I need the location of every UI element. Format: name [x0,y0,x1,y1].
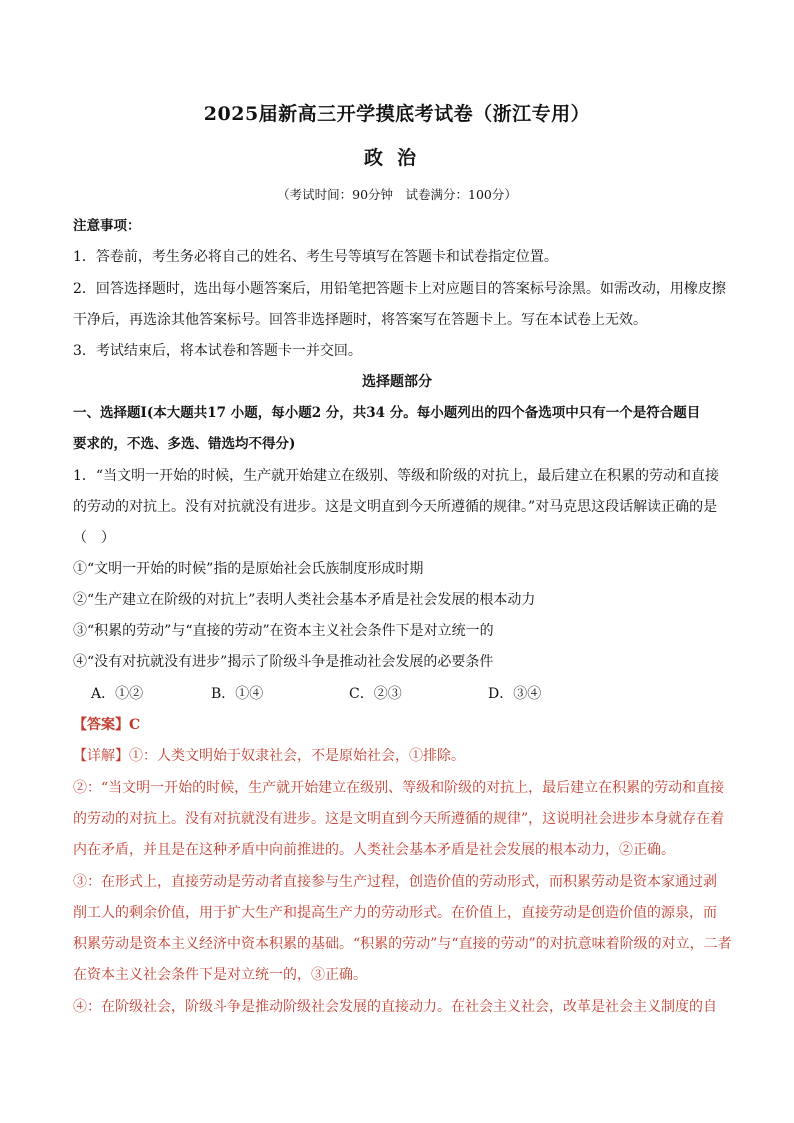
question-1-stem-line-2: 的劳动的对抗上。没有对抗就没有进步。这是文明直到今天所遵循的规律。”对马克思这段话解读正确的是 [73,499,718,515]
question-1-blank: （ ） [73,530,115,546]
part-instructions-line-1: 一、选择题Ⅰ(本大题共17 小题，每小题2 分，共34 分。每小题列出的四个备选项中只有一个是符合题目 [73,405,701,421]
note-item-1: 1．答卷前，考生务必将自己的姓名、考生号等填写在答题卡和试卷指定位置。 [73,249,558,265]
question-1-stem-line-1: 1．“当文明一开始的时候，生产就开始建立在级别、等级和阶级的对抗上，最后建立在积累的劳动和直接 [73,468,720,484]
detail-line-1: 【详解】①：人类文明始于奴隶社会，不是原始社会，①排除。 [73,748,465,764]
detail-line-5: ③：在形式上，直接劳动是劳动者直接参与生产过程，创造价值的劳动形式，而积累劳动是资本家通过剥 [73,874,717,890]
answer-label: 【答案】C [73,717,141,733]
detail-line-9: ④：在阶级社会，阶级斗争是推动阶级社会发展的直接动力。在社会主义社会，改革是社会主义制度的自 [73,999,717,1015]
choice-d: D．③④ [488,686,542,702]
question-1-option-1: ①“文明一开始的时候”指的是原始社会氏族制度形成时期 [73,561,424,577]
choice-b: B．①④ [211,686,264,702]
detail-line-7: 积累劳动是资本主义经济中资本积累的基础。“积累的劳动”与“直接的劳动”的对抗意味着阶级的对立，二者 [73,936,732,952]
notes-heading: 注意事项： [73,218,141,234]
detail-line-4: 内在矛盾，并且是在这种矛盾中向前推进的。人类社会基本矛盾是社会发展的根本动力，②正确。 [73,842,675,858]
exam-title: 2025届新高三开学摸底考试卷（浙江专用） [203,103,591,125]
note-item-3: 3．考试结束后，将本试卷和答题卡一并交回。 [73,343,362,359]
question-1-option-3: ③“积累的劳动”与“直接的劳动”在资本主义社会条件下是对立统一的 [73,623,494,639]
choice-c: C．②③ [349,686,402,702]
choice-a: A．①② [91,686,144,702]
detail-line-8: 在资本主义社会条件下是对立统一的，③正确。 [73,967,367,983]
section-heading: 选择题部分 [362,374,432,390]
exam-info: （考试时间：90分钟 试卷满分：100分） [277,187,517,202]
question-1-option-2: ②“生产建立在阶级的对抗上”表明人类社会基本矛盾是社会发展的根本动力 [73,592,536,608]
part-instructions-line-2: 要求的，不选、多选、错选均不得分) [73,436,296,452]
detail-line-2: ②：“当文明一开始的时候，生产就开始建立在级别、等级和阶级的对抗上，最后建立在积累的劳动和直接 [73,780,725,796]
detail-line-3: 的劳动的对抗上。没有对抗就没有进步。这是文明直到今天所遵循的规律”，这说明社会进步本身就存在着 [73,811,725,827]
note-item-2-line-1: 2．回答选择题时，选出每小题答案后，用铅笔把答题卡上对应题目的答案标号涂黑。如需改动，用橡皮擦 [73,281,726,297]
note-item-2-line-2: 干净后，再选涂其他答案标号。回答非选择题时，将答案写在答题卡上。写在本试卷上无效。 [73,312,647,328]
detail-line-6: 削工人的剩余价值，用于扩大生产和提高生产力的劳动形式。在价值上，直接劳动是创造价值的源泉，而 [73,905,717,921]
question-1-option-4: ④“没有对抗就没有进步”揭示了阶级斗争是推动社会发展的必要条件 [73,654,494,670]
subject-title: 政治 [363,147,430,169]
